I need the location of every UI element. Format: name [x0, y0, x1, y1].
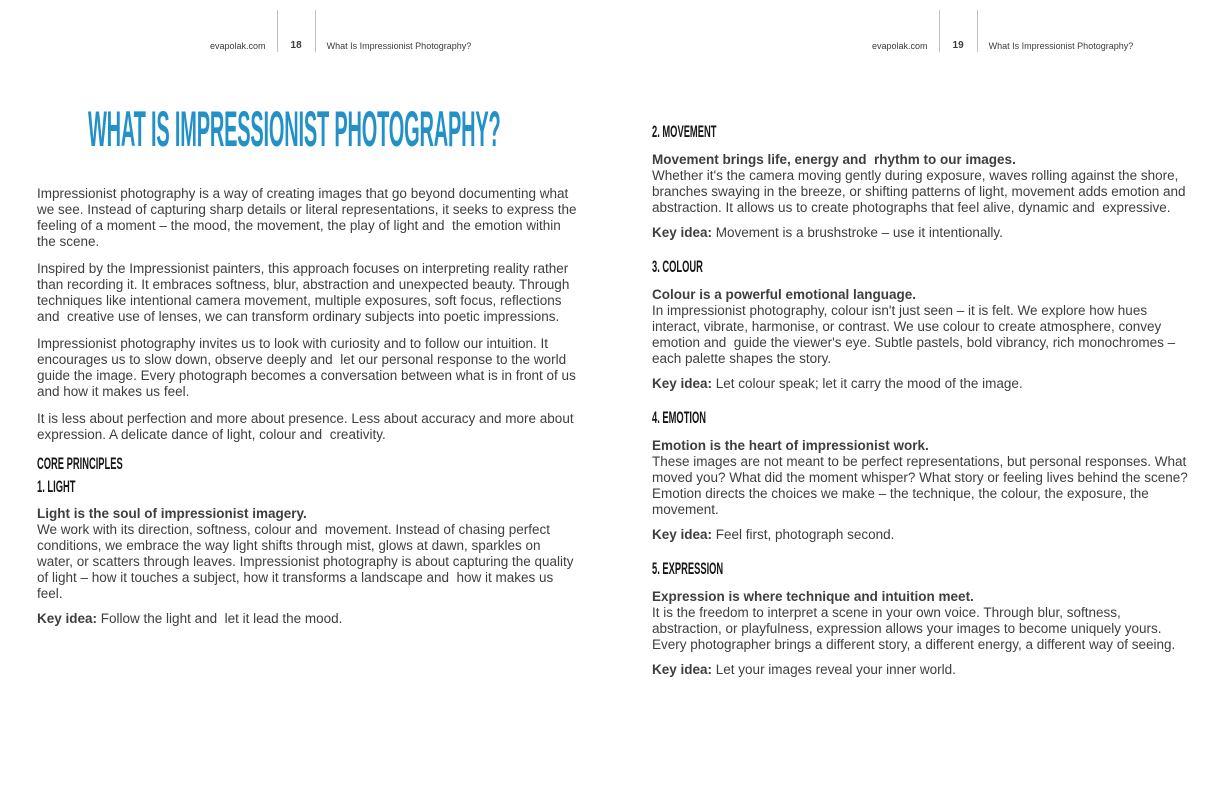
section-lead: Emotion is the heart of impressionist work.	[652, 438, 929, 453]
key-idea-text: Movement is a brushstroke – use it intentionally.	[712, 225, 1003, 240]
section-body: We work with its direction, softness, colour and movement. Instead of chasing perfect conditions, we embrace the way light shifts through mist, glows at dawn, sparkles on water, or scatters through leaves. Impressionist photography is about capturing the quality of light – how it touches a subject, how it transforms a landscape and how it makes us feel.	[37, 522, 578, 601]
header-divider	[277, 10, 278, 52]
header-divider	[977, 10, 978, 52]
section-lead: Expression is where technique and intuition meet.	[652, 589, 974, 604]
page-number: 18	[290, 40, 302, 51]
section-emotion	[652, 408, 1192, 543]
running-header-right	[872, 10, 1133, 52]
section-body: These images are not meant to be perfect representations, but personal responses. What moved you? What did the moment whisper? What story or feeling lives behind the scene? Emotion directs the choices we make – the technique, the colour, the exposure, the movement.	[652, 454, 1192, 517]
page-number: 19	[952, 40, 964, 51]
key-idea	[652, 376, 1192, 392]
section-lead: Colour is a powerful emotional language.	[652, 287, 917, 302]
key-idea-label: Key idea:	[652, 662, 713, 677]
section-heading: 4. EMOTION	[652, 408, 707, 427]
section-heading: 3. COLOUR	[652, 257, 703, 276]
key-idea-text: Feel first, photograph second.	[712, 527, 895, 542]
core-principles-heading: CORE PRINCIPLES	[37, 454, 123, 473]
key-idea	[652, 662, 1192, 678]
section-heading: 1. LIGHT	[37, 477, 76, 496]
key-idea	[652, 527, 1192, 543]
intro-paragraph: Impressionist photography invites us to look with curiosity and to follow our intuition. It encourages us to slow down, observe deeply and let our personal response to the world guide the image. Every photograph becomes a conversation between what is in front of us and how it makes us feel.	[37, 336, 580, 399]
intro-paragraph: Impressionist photography is a way of creating images that go beyond documenting what we see. Instead of capturing sharp details or literal representations, it seeks to express the feeling of a moment – the mood, the movement, the play of light and the emotion within the scene.	[37, 186, 581, 249]
right-text-column	[652, 122, 1192, 694]
section-lead: Light is the soul of impressionist imagery.	[37, 506, 307, 521]
header-divider	[315, 10, 316, 52]
section-heading: 5. EXPRESSION	[652, 559, 724, 578]
key-idea-label: Key idea:	[37, 611, 98, 626]
key-idea	[652, 225, 1192, 241]
chapter-title: What Is Impressionist Photography?	[326, 41, 472, 51]
key-idea-label: Key idea:	[652, 225, 713, 240]
key-idea-text: Let your images reveal your inner world.	[712, 662, 956, 677]
section-expression	[652, 559, 1192, 678]
header-divider	[939, 10, 940, 52]
intro-paragraph: Inspired by the Impressionist painters, this approach focuses on interpreting reality rather than recording it. It embraces softness, blur, abstraction and unexpected beauty. Through techniques like intentional camera movement, multiple exposures, soft focus, reflections and creative use of lenses, we can transform ordinary subjects into poetic impressions.	[37, 261, 574, 324]
main-title: WHAT IS IMPRESSIONIST PHOTOGRAPHY?	[88, 101, 501, 157]
key-idea-text: Follow the light and let it lead the mood.	[97, 611, 343, 626]
section-body: In impressionist photography, colour isn't just seen – it is felt. We explore how hues interact, vibrate, harmonise, or contrast. We use colour to create atmosphere, convey emotion and guide the viewer's eye. Subtle pastels, bold vibrancy, rich monochromes – each palette shapes the story.	[652, 303, 1179, 366]
section-body: It is the freedom to interpret a scene in your own voice. Through blur, softness, abstraction, or playfulness, expression allows your images to become uniquely yours. Every photographer brings a different story, a different energy, a different way of seeing.	[652, 605, 1176, 652]
site-url: evapolak.com	[872, 41, 928, 51]
key-idea-label: Key idea:	[652, 527, 713, 542]
intro-paragraph: It is less about perfection and more about presence. Less about accuracy and more about expression. A delicate dance of light, colour and creativity.	[37, 411, 578, 442]
key-idea-label: Key idea:	[652, 376, 713, 391]
section-movement	[652, 122, 1192, 241]
key-idea	[37, 611, 577, 627]
section-colour	[652, 257, 1192, 392]
chapter-title: What Is Impressionist Photography?	[988, 41, 1134, 51]
section-body: Whether it's the camera moving gently during exposure, waves rolling against the shore, branches swaying in the breeze, or shifting patterns of light, movement adds emotion and abstraction. It allows us to create photographs that feel alive, dynamic and expressive.	[652, 168, 1190, 215]
site-url: evapolak.com	[210, 41, 266, 51]
section-heading: 2. MOVEMENT	[652, 122, 717, 141]
key-idea-text: Let colour speak; let it carry the mood of the image.	[712, 376, 1023, 391]
section-lead: Movement brings life, energy and rhythm to our images.	[652, 152, 1016, 167]
left-text-column	[37, 186, 581, 643]
section-light	[37, 477, 577, 627]
running-header-left	[210, 10, 471, 52]
